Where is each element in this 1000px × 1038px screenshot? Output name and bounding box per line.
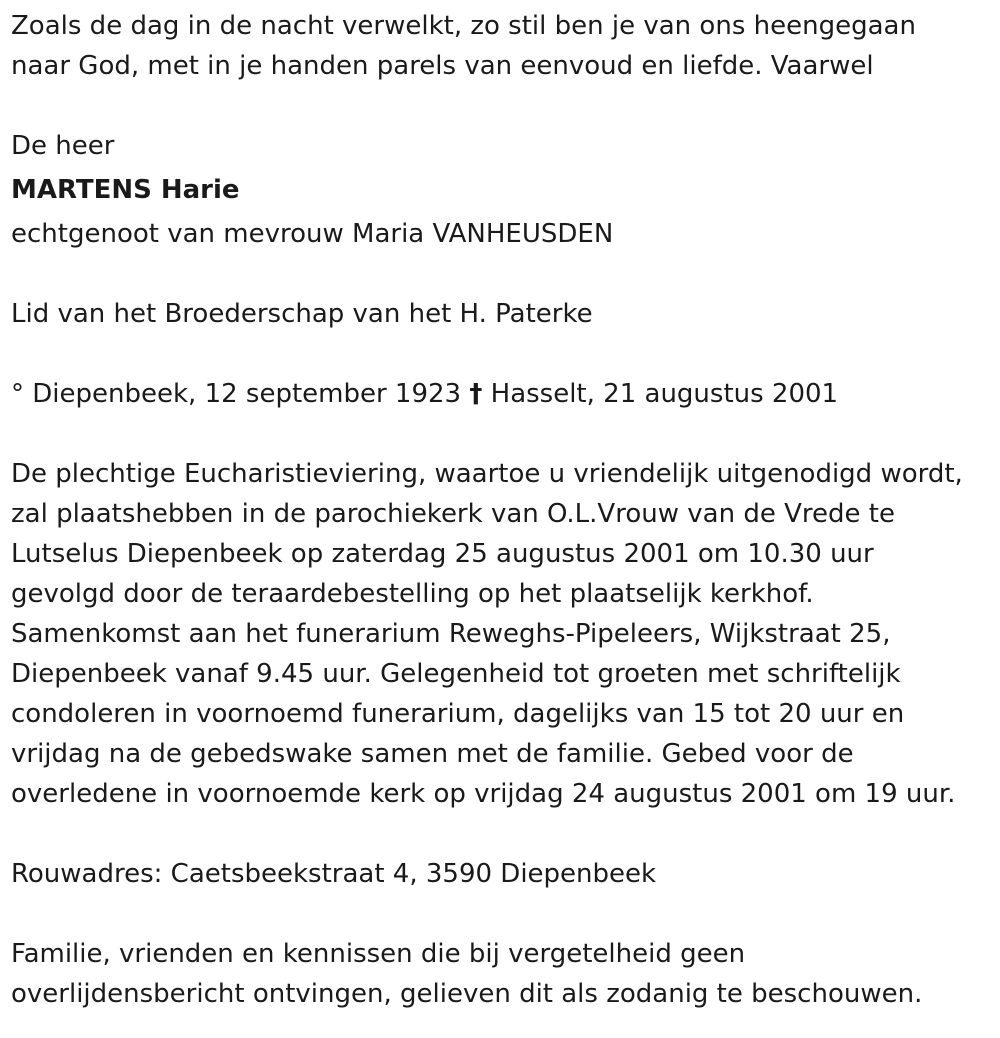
ceremony-line: Diepenbeek vanaf 9.45 uur. Gelegenheid tot groeten met schriftelijk (11, 659, 901, 689)
spacer (11, 334, 996, 374)
spacer (11, 254, 996, 294)
ceremony-line: zal plaatshebben in de parochiekerk van O.L.Vrouw van de Vrede te (11, 499, 895, 529)
obituary-notice (11, 0, 996, 1014)
death-date: Hasselt, 21 augustus 2001 (490, 379, 839, 409)
address-line: Rouwadres: Caetsbeekstraat 4, 3590 Diepenbeek (11, 859, 657, 889)
dates-line (11, 374, 996, 414)
ceremony-line: Samenkomst aan het funerarium Reweghs-Pipeleers, Wijkstraat 25, (11, 619, 891, 649)
closing-line: overlijdensbericht ontvingen, gelieven dit als zodanig te beschouwen. (11, 979, 923, 1009)
ceremony-line: vrijdag na de gebedswake samen met de familie. Gebed voor de (11, 739, 854, 769)
ceremony-line: overledene in voornoemde kerk op vrijdag 24 augustus 2001 om 19 uur. (11, 779, 956, 809)
membership-line: Lid van het Broederschap van het H. Paterke (11, 299, 593, 329)
ceremony-line: condoleren in voornoemd funerarium, dagelijks van 15 tot 20 uur en (11, 699, 905, 729)
poem-line: Zoals de dag in de nacht verwelkt, zo stil ben je van ons heengegaan (11, 11, 916, 41)
closing-line: Familie, vrienden en kennissen die bij vergetelheid geen (11, 939, 746, 969)
cross-icon: † (469, 379, 483, 409)
salutation: De heer (11, 131, 115, 161)
spouse-line: echtgenoot van mevrouw Maria VANHEUSDEN (11, 219, 614, 249)
ceremony-line: gevolgd door de teraardebestelling op het plaatselijk kerkhof. (11, 579, 814, 609)
spacer (11, 894, 996, 934)
spacer (11, 86, 996, 126)
birth-date: ° Diepenbeek, 12 september 1923 (11, 379, 462, 409)
spacer (11, 414, 996, 454)
poem-line: naar God, met in je handen parels van eenvoud en liefde. Vaarwel (11, 51, 874, 81)
ceremony-line: De plechtige Eucharistieviering, waartoe u vriendelijk uitgenodigd wordt, (11, 459, 963, 489)
ceremony-line: Lutselus Diepenbeek op zaterdag 25 augustus 2001 om 10.30 uur (11, 539, 874, 569)
deceased-name: MARTENS Harie (11, 175, 240, 205)
spacer (11, 814, 996, 854)
